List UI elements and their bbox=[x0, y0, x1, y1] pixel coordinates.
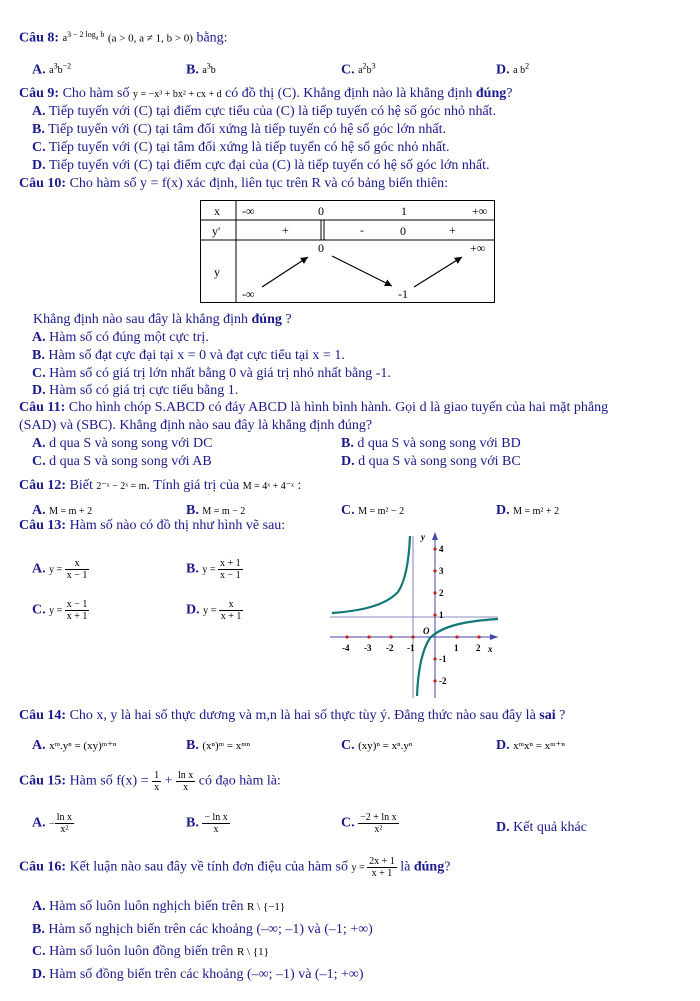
option-a[interactable]: A. $a^3b^{-2}$ bbox=[32, 62, 72, 78]
x-tick-label: 2 bbox=[476, 643, 481, 653]
option-b[interactable]: B. Hàm số nghịch biến trên các khoảng (–∞; –1) và (–1; +∞) bbox=[32, 922, 373, 937]
option-a[interactable]: A. d qua S và song song với DC bbox=[32, 436, 213, 451]
option-d[interactable]: D. a $b^2$ bbox=[496, 62, 530, 78]
function: y = −x³ + bx² + cx + d bbox=[132, 89, 222, 100]
option-b[interactable]: B. Hàm số đạt cực đại tại x = 0 và đạt cực tiểu tại x = 1. bbox=[32, 348, 345, 363]
option-b[interactable]: B. d qua S và song song với BD bbox=[341, 436, 521, 451]
x-axis-label: x bbox=[488, 644, 493, 654]
question-11-line2: (SAD) và (SBC). Khẳng định nào sau đây là khẳng định đúng? bbox=[19, 418, 373, 433]
x-value: 1 bbox=[401, 204, 407, 218]
option-a[interactable]: A. M = m + 2 bbox=[32, 503, 93, 518]
y-label: y bbox=[214, 265, 220, 279]
equation: 2⁻ˣ − 2ˣ = m bbox=[96, 481, 147, 492]
arrow-down bbox=[332, 256, 392, 286]
question-10-prompt: Khẳng định nào sau đây là khẳng định đúng ? bbox=[33, 312, 292, 327]
y-value: -∞ bbox=[242, 287, 255, 301]
option-a[interactable]: A. − $\frac{\text{ln x}}{\text{x²}}$ bbox=[32, 812, 73, 835]
option-b[interactable]: B. (xⁿ)ᵐ = xᵐⁿ bbox=[186, 738, 251, 753]
question-11: Câu 11: Cho hình chóp S.ABCD có đáy ABCD là hình bình hành. Gọi d là giao tuyến của hai mặt phẳng bbox=[19, 400, 609, 415]
question-8 bbox=[19, 30, 228, 46]
target-expression: M = 4ˣ + 4⁻ˣ bbox=[242, 481, 294, 492]
variation-table bbox=[200, 200, 496, 304]
option-a[interactable]: A. Tiếp tuyến với (C) tại điểm cực tiểu của (C) là tiếp tuyến có hệ số góc nhỏ nhất. bbox=[32, 104, 497, 119]
x-value: +∞ bbox=[472, 204, 488, 218]
option-d[interactable]: D. xᵐxⁿ = xᵐ⁺ⁿ bbox=[496, 738, 565, 753]
question-text: bằng: bbox=[196, 30, 228, 46]
arrow-up bbox=[414, 257, 462, 287]
y-tick-label: 2 bbox=[439, 588, 444, 598]
yprime-label: y' bbox=[212, 224, 221, 238]
option-d[interactable]: D. y = $\frac{x}{x + 1}$ bbox=[186, 599, 242, 622]
y-value: +∞ bbox=[470, 241, 486, 255]
sign: - bbox=[360, 223, 364, 237]
arrow-up bbox=[262, 257, 308, 287]
option-c[interactable]: C. Tiếp tuyến với (C) tại tâm đối xứng là tiếp tuyến có hệ số góc nhỏ nhất. bbox=[32, 140, 450, 155]
sign: + bbox=[449, 223, 456, 237]
option-d[interactable]: D. Kết quả khác bbox=[496, 820, 587, 835]
y-tick-label: -1 bbox=[439, 654, 447, 664]
y-axis-label: y bbox=[421, 532, 425, 542]
x-value: 0 bbox=[318, 204, 324, 218]
x-label: x bbox=[214, 204, 220, 218]
option-a[interactable]: A. y = $\frac{x}{x - 1}$ bbox=[32, 558, 88, 581]
option-d[interactable]: D. d qua S và song song với BC bbox=[341, 454, 521, 469]
option-a[interactable]: A. Hàm số có đúng một cực trị. bbox=[32, 330, 209, 345]
expression: $a^{3 - 2 log_a b}$ bbox=[62, 30, 105, 45]
y-tick-label: 1 bbox=[439, 610, 444, 620]
option-d[interactable]: D. M = m² + 2 bbox=[496, 503, 560, 518]
y-arrow bbox=[432, 532, 438, 540]
option-b[interactable]: B. Tiếp tuyến với (C) tại tâm đối xứng là tiếp tuyến có hệ số góc lớn nhất. bbox=[32, 122, 446, 137]
x-tick-label: -2 bbox=[386, 643, 394, 653]
y-tick-label: -2 bbox=[439, 676, 447, 686]
y-tick-label: 4 bbox=[439, 544, 444, 554]
sign: 0 bbox=[400, 224, 406, 238]
option-a[interactable]: A. Hàm số luôn luôn nghịch biến trên R \ {−1} bbox=[32, 899, 286, 914]
option-d[interactable]: D. Tiếp tuyến với (C) tại điểm cực đại của (C) là tiếp tuyến có hệ số góc lớn nhất. bbox=[32, 158, 490, 173]
question-13: Câu 13: Hàm số nào có đồ thị như hình vẽ sau: bbox=[19, 518, 286, 533]
x-arrow bbox=[490, 634, 498, 640]
x-tick-label: -4 bbox=[342, 643, 350, 653]
option-b[interactable]: B. y = $\frac{x + 1}{x - 1}$ bbox=[186, 558, 241, 581]
option-b[interactable]: B. $\frac{\text{− ln x}}{x}$ bbox=[186, 812, 228, 835]
x-tick-label: -3 bbox=[364, 643, 372, 653]
function-graph bbox=[330, 530, 500, 698]
y-tick-label: 3 bbox=[439, 566, 444, 576]
option-c[interactable]: C. Hàm số có giá trị lớn nhất bằng 0 và giá trị nhỏ nhất bằng -1. bbox=[32, 366, 391, 381]
option-a[interactable]: A. xᵐ.yⁿ = (xy)ᵐ⁺ⁿ bbox=[32, 738, 117, 753]
option-c[interactable]: C. Hàm số luôn luôn đồng biến trên R \ {1} bbox=[32, 944, 269, 959]
question-9: Câu 9: Cho hàm số y = −x³ + bx² + cx + d có đồ thị (C). Khẳng định nào là khẳng định đúng? bbox=[19, 86, 513, 101]
x-value: -∞ bbox=[242, 204, 255, 218]
origin-label: O bbox=[423, 626, 430, 636]
question-15: Câu 15: Hàm số f(x) = $\frac{1}{x}$ + $\frac{\text{ln x}}{x}$ có đạo hàm là: bbox=[19, 770, 281, 793]
question-label: Câu 8: bbox=[19, 30, 60, 46]
y-value: 0 bbox=[318, 241, 324, 255]
option-b[interactable]: B. $a^3b$ bbox=[186, 62, 216, 78]
option-c[interactable]: C. $\frac{\text{−2 + ln x}}{\text{x²}}$ bbox=[341, 812, 397, 835]
question-12: Câu 12: Biết 2⁻ˣ − 2ˣ = m. Tính giá trị của M = 4ˣ + 4⁻ˣ : bbox=[19, 478, 302, 493]
option-c[interactable]: C. (xy)ⁿ = xⁿ.yⁿ bbox=[341, 738, 413, 753]
y-value: -1 bbox=[398, 287, 408, 301]
option-c[interactable]: C. M = m² − 2 bbox=[341, 503, 405, 518]
x-tick-label: -1 bbox=[407, 643, 415, 653]
condition: (a > 0, a ≠ 1, b > 0) bbox=[107, 32, 193, 45]
option-c[interactable]: C. y = $\frac{x - 1}{x + 1}$ bbox=[32, 599, 88, 622]
option-b[interactable]: B. M = m − 2 bbox=[186, 503, 246, 518]
curve-left-branch bbox=[332, 536, 410, 613]
sign: + bbox=[282, 223, 289, 237]
question-14: Câu 14: Cho x, y là hai số thực dương và m,n là hai số thực tùy ý. Đẳng thức nào sau đây là sai ? bbox=[19, 708, 566, 723]
question-10: Câu 10: Cho hàm số y = f(x) xác định, liên tục trên R và có bảng biến thiên: bbox=[19, 176, 448, 191]
option-d[interactable]: D. Hàm số có giá trị cực tiểu bằng 1. bbox=[32, 383, 239, 398]
option-d[interactable]: D. Hàm số đồng biến trên các khoảng (–∞; –1) và (–1; +∞) bbox=[32, 967, 364, 982]
option-c[interactable]: C. d qua S và song song với AB bbox=[32, 454, 212, 469]
option-c[interactable]: C. $a^2b^3$ bbox=[341, 62, 376, 78]
question-16: Câu 16: Kết luận nào sau đây về tính đơn điệu của hàm số y = $\frac{2x + 1}{x + 1}$ là đúng? bbox=[19, 856, 451, 879]
x-tick-label: 1 bbox=[454, 643, 459, 653]
